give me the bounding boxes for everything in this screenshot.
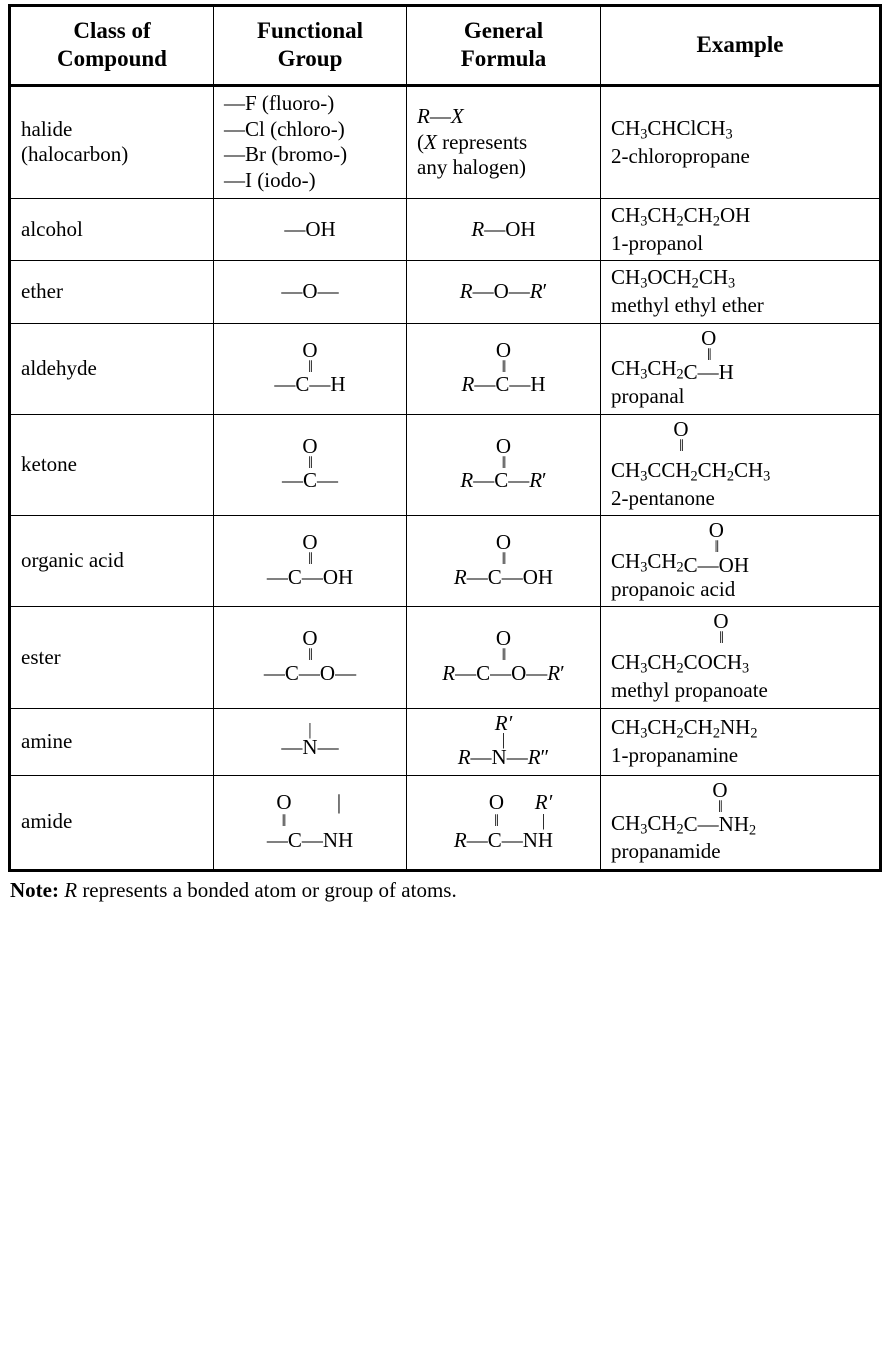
cell-class-ether: ether xyxy=(10,261,214,324)
substituent-r-prime: R′ xyxy=(494,710,513,735)
backbone: R—C—R′ xyxy=(460,468,547,493)
column-header-class-of-compound xyxy=(10,6,214,86)
carbonyl-top xyxy=(713,609,729,648)
cell-functional-group-ether xyxy=(214,261,407,324)
cell-general-formula-organic-acid xyxy=(407,516,601,607)
table-row xyxy=(10,775,881,870)
cell-general-formula-amide xyxy=(407,775,601,870)
structure-r-ester-r xyxy=(442,628,564,685)
atom-oxygen: O xyxy=(302,530,318,555)
cell-functional-group-ketone xyxy=(214,414,407,515)
structure-r-carboxyl xyxy=(454,532,553,589)
header-line-1: Functional xyxy=(256,18,364,43)
cell-class-organic-acid: organic acid xyxy=(10,516,214,607)
example-formula: $CH_3OCH_2CH_3$ xyxy=(611,265,736,292)
backbone: —C—H xyxy=(274,372,346,397)
cell-class-ester: ester xyxy=(10,607,214,708)
cell-example-halide xyxy=(601,86,881,198)
structure-ester xyxy=(264,628,356,685)
cell-example-ether xyxy=(601,261,881,324)
cell-class-amide: amide xyxy=(10,775,214,870)
backbone: —C—NH xyxy=(266,827,354,852)
class-line-1: halide xyxy=(21,116,73,141)
bond-row: ‖ | xyxy=(494,811,546,831)
functional-groups-table xyxy=(8,4,882,872)
example-name: propanoic acid xyxy=(611,576,736,601)
cell-example-amide xyxy=(601,775,881,870)
group-o: —O— xyxy=(281,279,339,304)
halide-fluoro: —F (fluoro-) xyxy=(224,91,335,116)
backbone: R—C—O—R′ xyxy=(442,660,565,685)
structure-r-amine-r xyxy=(457,710,550,770)
header-line-2: Formula xyxy=(460,45,547,71)
table-row xyxy=(10,708,881,775)
class-line-2: (halocarbon) xyxy=(21,142,129,167)
halide-chloro: —Cl (chloro-) xyxy=(224,116,345,141)
table-row xyxy=(10,323,881,414)
backbone: $C—NH_2$ xyxy=(683,811,757,839)
structure-carbonyl xyxy=(683,325,734,385)
cell-general-formula-amine xyxy=(407,708,601,775)
table-row xyxy=(10,261,881,324)
column-header-general-formula xyxy=(407,6,601,86)
header-line-2: Compound xyxy=(57,45,167,71)
table-row xyxy=(10,198,881,261)
header-line-1: Class of xyxy=(73,18,151,43)
backbone: —C—OH xyxy=(266,564,354,589)
cell-class-amine: amine xyxy=(10,708,214,775)
atom-oxygen: O xyxy=(495,434,512,459)
double-bond-icon: ‖ xyxy=(679,435,683,455)
structure-r-carbonyl-r xyxy=(460,436,546,493)
example-name: propanamide xyxy=(611,839,721,864)
example-name: methyl ethyl ether xyxy=(611,293,764,318)
formula-note-2: any halogen) xyxy=(417,155,527,180)
double-bond-icon: ‖ xyxy=(501,453,506,473)
cell-functional-group-alcohol xyxy=(214,198,407,261)
halide-bromo: —Br (bromo-) xyxy=(224,142,348,167)
cell-general-formula-ester xyxy=(407,607,601,708)
double-bond-icon: ‖ xyxy=(308,356,312,376)
backbone: R—C—H xyxy=(461,372,546,397)
double-bond-icon: ‖ xyxy=(719,628,723,648)
example-oxygen-row xyxy=(573,611,869,650)
formula-roh: R—OH xyxy=(471,216,536,241)
header-line-1: General xyxy=(463,18,544,43)
cell-example-organic-acid xyxy=(601,516,881,607)
example-formula: $CH_3CH_2COCH_3$ xyxy=(611,649,750,677)
cell-example-alcohol xyxy=(601,198,881,261)
atom-oxygen: O xyxy=(713,609,729,634)
cell-example-amine xyxy=(601,708,881,775)
cell-general-formula-aldehyde xyxy=(407,323,601,414)
cell-functional-group-organic-acid xyxy=(214,516,407,607)
cell-example-ketone xyxy=(601,414,881,515)
example-name: 1-propanamine xyxy=(611,742,739,767)
header-line-1: Example xyxy=(696,31,784,57)
column-header-example xyxy=(601,6,881,86)
table-row xyxy=(10,414,881,515)
example-formula: $CH_3CCH_2CH_2CH_3$ xyxy=(611,457,771,485)
cell-example-aldehyde xyxy=(601,323,881,414)
atom-oxygen: O xyxy=(708,518,724,543)
atom-oxygen: O xyxy=(673,416,689,441)
formula-note-1: (X represents xyxy=(417,129,528,154)
cell-functional-group-halide xyxy=(214,86,407,198)
example-formula: $CH_3CH_2CH_2OH$ xyxy=(611,202,751,230)
backbone: C—OH xyxy=(683,552,749,577)
single-bond-icon: | xyxy=(501,729,506,749)
example-oxygen-row xyxy=(493,416,869,458)
header-line-2: Group xyxy=(277,45,343,71)
note-label: Note: xyxy=(10,877,59,902)
top-row: O | xyxy=(276,790,342,815)
note-text: R represents a bonded atom or group of atoms. xyxy=(64,877,457,902)
atom-oxygen: O xyxy=(495,530,512,555)
example-formula: $CH_3CHClCH_3$ xyxy=(611,115,733,143)
table-row xyxy=(10,607,881,708)
header-row xyxy=(10,6,881,86)
atom-oxygen: O xyxy=(302,337,318,362)
double-bond-icon: ‖ xyxy=(501,645,506,665)
double-bond-icon: ‖ xyxy=(501,549,506,569)
double-bond-icon: ‖ xyxy=(706,344,711,364)
double-bond-icon: ‖ xyxy=(308,549,312,569)
structure-amine xyxy=(281,719,339,760)
cell-class-alcohol: alcohol xyxy=(10,198,214,261)
atom-oxygen: O xyxy=(495,626,512,651)
cell-class-ketone: ketone xyxy=(10,414,214,515)
table-row xyxy=(10,86,881,198)
example-name: 2-pentanone xyxy=(611,485,715,510)
backbone: R—C—NH xyxy=(453,827,554,852)
group-oh: —OH xyxy=(284,216,336,241)
atom-oxygen: O xyxy=(701,325,717,350)
example-formula: $CH_3CH_2CH_2NH_2$ xyxy=(611,714,758,742)
example-name: methyl propanoate xyxy=(611,677,768,702)
bond-row: ‖ xyxy=(281,811,287,831)
cell-functional-group-ester xyxy=(214,607,407,708)
column-header-functional-group xyxy=(214,6,407,86)
example-formula: $CH_3CH_2$ O ‖ $C—NH_2$ xyxy=(611,777,757,839)
structure-r-amide xyxy=(449,791,559,852)
atom-oxygen: O xyxy=(302,434,318,459)
cell-functional-group-amide xyxy=(214,775,407,870)
cell-class-halide xyxy=(10,86,214,198)
example-formula: $CH_3CH_2$ O ‖ C—H xyxy=(611,325,734,385)
cell-general-formula-alcohol xyxy=(407,198,601,261)
backbone: —C—O— xyxy=(263,660,357,685)
example-name: propanal xyxy=(611,384,685,409)
cell-general-formula-ether xyxy=(407,261,601,324)
table-row xyxy=(10,516,881,607)
backbone: C—H xyxy=(683,360,734,385)
example-formula: $CH_3CH_2$ O ‖ C—OH xyxy=(611,518,749,577)
double-bond-icon: ‖ xyxy=(308,453,312,473)
table-note xyxy=(8,878,879,903)
structure-amide xyxy=(267,791,353,852)
double-bond-icon: ‖ xyxy=(308,645,312,665)
cell-class-aldehyde: aldehyde xyxy=(10,323,214,414)
structure-carboxyl xyxy=(684,520,749,577)
cell-example-ester xyxy=(601,607,881,708)
atom-oxygen: O xyxy=(712,777,728,802)
structure-carbonyl xyxy=(282,436,338,493)
double-bond-icon: ‖ xyxy=(501,356,506,376)
cell-functional-group-amine xyxy=(214,708,407,775)
cell-general-formula-halide xyxy=(407,86,601,198)
formula-rx: R—X xyxy=(417,103,464,128)
backbone: —N— xyxy=(281,734,339,759)
structure-r-carbonyl-h xyxy=(461,337,546,397)
atom-oxygen: O xyxy=(302,626,318,651)
backbone: R—N—R″ xyxy=(457,744,550,769)
halide-iodo: —I (iodo-) xyxy=(224,168,316,193)
example-name: 2-chloropropane xyxy=(611,143,750,168)
top-row: O R′ xyxy=(488,790,553,815)
backbone: —C— xyxy=(281,468,338,493)
table-body xyxy=(10,86,881,871)
structure-carboxyl xyxy=(267,532,353,589)
carbonyl-top xyxy=(673,416,689,455)
single-bond-icon: | xyxy=(308,719,312,739)
structure-carbonyl-h xyxy=(274,337,346,397)
double-bond-icon: ‖ xyxy=(718,796,722,816)
double-bond-icon: ‖ xyxy=(714,537,719,557)
backbone: R—C—OH xyxy=(453,564,554,589)
atom-oxygen: O xyxy=(495,337,512,362)
formula-ror: R—O—R′ xyxy=(459,279,548,304)
example-name: 1-propanol xyxy=(611,230,704,255)
cell-functional-group-aldehyde xyxy=(214,323,407,414)
table-header xyxy=(10,6,881,86)
